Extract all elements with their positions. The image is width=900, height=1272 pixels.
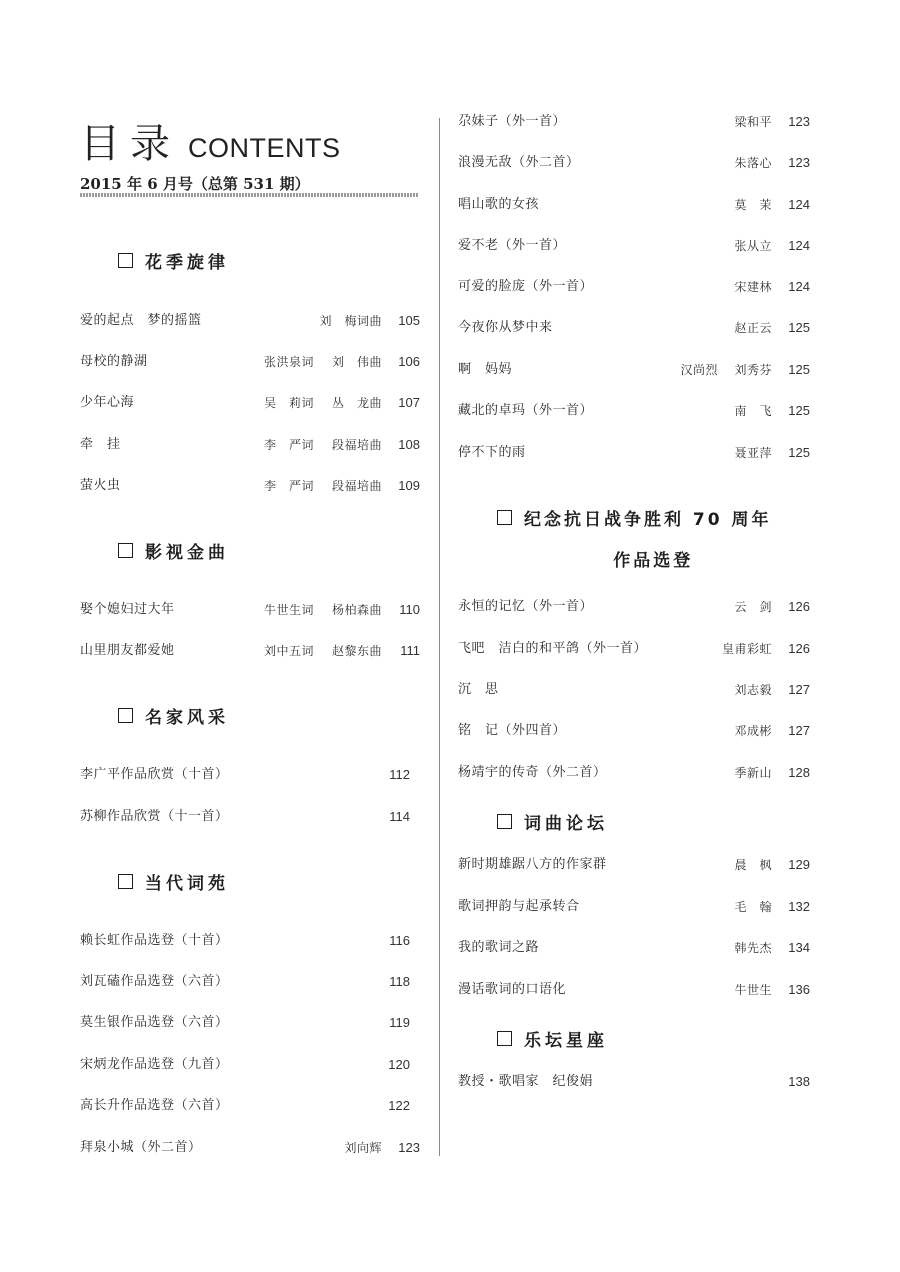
entry-page: 118 <box>389 974 410 989</box>
section-title: 名家风采 <box>145 708 229 728</box>
entry-page: 124 <box>788 197 810 212</box>
checkbox-square-icon <box>118 708 133 723</box>
entry-title: 漫话歌词的口语化 <box>458 982 567 997</box>
entry-page: 114 <box>389 809 410 824</box>
entry-page: 138 <box>788 1074 810 1089</box>
entry-author: 皇甫彩虹 <box>721 642 772 656</box>
entry-page: 120 <box>388 1057 410 1072</box>
entry-author: 刘向辉 <box>344 1141 382 1155</box>
checkbox-square-icon <box>497 510 512 525</box>
entry-author: 晨 枫 <box>734 858 772 872</box>
entry-title: 高长升作品选登（六首） <box>80 1098 229 1113</box>
toc-entry[interactable] <box>80 435 420 455</box>
entry-author: 刘志毅 <box>734 683 772 697</box>
entry-title: 飞吧 洁白的和平鸽（外一首） <box>458 641 648 656</box>
entry-author: 莫 茉 <box>734 198 772 212</box>
entry-author: 赵正云 <box>734 321 772 335</box>
entry-title: 浪漫无敌（外二首） <box>458 155 580 170</box>
entry-composer: 赵黎东曲 <box>331 644 382 658</box>
entry-page: 112 <box>389 767 410 782</box>
entry-title: 山里朋友都爱她 <box>80 643 175 658</box>
toc-entry[interactable] <box>80 1013 420 1033</box>
entry-title: 铭 记（外四首） <box>458 723 567 738</box>
entry-lyricist: 李 严词 <box>263 438 314 452</box>
entry-title: 杨靖宇的传奇（外二首） <box>458 765 607 780</box>
page-title <box>80 112 420 169</box>
entry-title: 停不下的雨 <box>458 445 526 460</box>
toc-entry[interactable] <box>80 641 420 661</box>
entry-author: 宋建林 <box>734 280 772 294</box>
entry-lyricist: 刘中五词 <box>263 644 314 658</box>
toc-entry[interactable] <box>80 765 420 785</box>
entry-title: 母校的静湖 <box>80 354 148 369</box>
toc-entry[interactable] <box>458 855 810 875</box>
section-heading-yuetan <box>497 1026 608 1051</box>
toc-entry[interactable] <box>80 352 420 372</box>
entry-composer: 杨柏森曲 <box>331 603 382 617</box>
entry-page: 110 <box>399 602 420 617</box>
entry-author: 聂亚萍 <box>734 446 772 460</box>
entry-title: 可爱的脸庞（外一首） <box>458 279 594 294</box>
entry-title: 李广平作品欣赏（十首） <box>80 767 229 782</box>
entry-author: 季新山 <box>734 766 772 780</box>
entry-page: 125 <box>788 403 810 418</box>
entry-title: 唱山歌的女孩 <box>458 197 540 212</box>
entry-page: 125 <box>788 362 810 377</box>
entry-page: 124 <box>788 279 810 294</box>
entry-title: 永恒的记忆（外一首） <box>458 599 594 614</box>
entry-lyricist: 张洪泉词 <box>263 355 314 369</box>
entry-page: 108 <box>398 437 420 452</box>
section-title: 乐坛星座 <box>524 1031 608 1051</box>
entry-title: 教授・歌唱家 纪俊娟 <box>458 1074 594 1089</box>
section-heading-dangdai <box>118 869 229 894</box>
entry-title: 娶个媳妇过大年 <box>80 602 175 617</box>
entry-author: 毛 翰 <box>734 900 772 914</box>
entry-title: 啊 妈妈 <box>458 362 513 377</box>
toc-entry[interactable] <box>458 1072 810 1092</box>
entry-page: 123 <box>398 1140 420 1155</box>
toc-entry[interactable] <box>80 931 420 951</box>
toc-entry[interactable] <box>458 639 810 659</box>
entry-composer: 段福培曲 <box>331 479 382 493</box>
title-english: CONTENTS <box>188 133 341 163</box>
section-title: 影视金曲 <box>145 543 229 563</box>
entry-title: 爱不老（外一首） <box>458 238 567 253</box>
toc-entry[interactable] <box>458 897 810 917</box>
entry-lyricist: 汉尚烈 <box>680 363 718 377</box>
toc-entry[interactable] <box>458 153 810 173</box>
section-title: 词曲论坛 <box>524 814 608 834</box>
toc-entry[interactable] <box>80 1096 420 1116</box>
toc-entry[interactable] <box>458 763 810 783</box>
toc-entry[interactable] <box>80 600 420 620</box>
entry-title: 赖长虹作品选登（十首） <box>80 933 229 948</box>
entry-title: 今夜你从梦中来 <box>458 320 553 335</box>
entry-title: 沉 思 <box>458 682 499 697</box>
section-heading-huaji <box>118 248 229 273</box>
checkbox-square-icon <box>497 814 512 829</box>
entry-page: 122 <box>388 1098 410 1113</box>
toc-entry[interactable] <box>458 938 810 958</box>
entry-page: 125 <box>788 320 810 335</box>
entry-author: 梁和平 <box>734 115 772 129</box>
section-title-line1: 纪念抗日战争胜利 70 周年 <box>524 510 772 530</box>
toc-entry[interactable] <box>458 277 810 297</box>
checkbox-square-icon <box>118 253 133 268</box>
toc-entry[interactable] <box>458 980 810 1000</box>
entry-page: 106 <box>398 354 420 369</box>
entry-page: 126 <box>788 641 810 656</box>
section-heading-mingjia <box>118 703 229 728</box>
toc-entry[interactable] <box>80 393 420 413</box>
entry-page: 105 <box>398 313 420 328</box>
toc-entry[interactable] <box>458 443 810 463</box>
section-title: 当代词苑 <box>145 874 229 894</box>
entry-title: 苏柳作品欣赏（十一首） <box>80 809 229 824</box>
entry-lyricist: 吴 莉词 <box>263 396 314 410</box>
entry-author: 邓成彬 <box>734 724 772 738</box>
toc-entry[interactable] <box>458 401 810 421</box>
entry-page: 132 <box>788 899 810 914</box>
entry-title: 拜泉小城（外二首） <box>80 1140 202 1155</box>
toc-entry[interactable] <box>458 236 810 256</box>
entry-page: 111 <box>400 643 420 658</box>
entry-title: 少年心海 <box>80 395 135 410</box>
entry-page: 123 <box>788 155 810 170</box>
entry-page: 116 <box>389 933 410 948</box>
toc-entry[interactable] <box>458 318 810 338</box>
entry-page: 127 <box>788 723 810 738</box>
section-heading-jinian <box>497 505 772 571</box>
entry-lyricist: 牛世生词 <box>263 603 314 617</box>
entry-author: 韩先杰 <box>734 941 772 955</box>
toc-entry[interactable] <box>80 476 420 496</box>
entry-author: 牛世生 <box>734 983 772 997</box>
toc-entry[interactable] <box>80 807 420 827</box>
checkbox-square-icon <box>118 543 133 558</box>
entry-title: 爱的起点 梦的摇篮 <box>80 313 202 328</box>
entry-page: 127 <box>788 682 810 697</box>
entry-page: 109 <box>398 478 420 493</box>
toc-entry[interactable] <box>458 360 810 380</box>
entry-title: 莫生银作品选登（六首） <box>80 1015 229 1030</box>
entry-title: 我的歌词之路 <box>458 940 540 955</box>
entry-page: 134 <box>788 940 810 955</box>
entry-author: 南 飞 <box>734 404 772 418</box>
entry-page: 136 <box>788 982 810 997</box>
entry-page: 123 <box>788 114 810 129</box>
toc-entry[interactable] <box>80 1055 420 1075</box>
entry-title: 萤火虫 <box>80 478 121 493</box>
entry-author: 朱落心 <box>734 156 772 170</box>
entry-page: 129 <box>788 857 810 872</box>
entry-title: 宋炳龙作品选登（九首） <box>80 1057 229 1072</box>
issue-info: 2015 年 6 月号（总第 531 期） <box>80 175 310 193</box>
entry-page: 119 <box>389 1015 410 1030</box>
entry-title: 歌词押韵与起承转合 <box>458 899 580 914</box>
toc-entry[interactable] <box>458 597 810 617</box>
column-divider <box>439 118 440 1156</box>
entry-composer: 刘 伟曲 <box>331 355 382 369</box>
entry-title: 新时期雄踞八方的作家群 <box>458 857 607 872</box>
checkbox-square-icon <box>497 1031 512 1046</box>
entry-page: 128 <box>788 765 810 780</box>
toc-entry[interactable] <box>458 721 810 741</box>
entry-page: 107 <box>398 395 420 410</box>
entry-author: 云 剑 <box>734 600 772 614</box>
entry-title: 刘瓦磕作品选登（六首） <box>80 974 229 989</box>
entry-composer: 丛 龙曲 <box>331 396 382 410</box>
entry-page: 126 <box>788 599 810 614</box>
entry-page: 125 <box>788 445 810 460</box>
entry-lyricist: 李 严词 <box>263 479 314 493</box>
checkbox-square-icon <box>118 874 133 889</box>
toc-header <box>80 112 420 194</box>
entry-title: 尕妹子（外一首） <box>458 114 567 129</box>
entry-composer: 刘秀芬 <box>734 363 772 377</box>
toc-entry[interactable] <box>458 112 810 132</box>
toc-entry[interactable] <box>80 311 420 331</box>
entry-title: 藏北的卓玛（外一首） <box>458 403 594 418</box>
entry-author: 刘 梅词曲 <box>319 314 382 328</box>
title-chinese: 目录 <box>80 121 180 167</box>
entry-page: 124 <box>788 238 810 253</box>
entry-author: 张从立 <box>734 239 772 253</box>
toc-entry[interactable] <box>80 1138 420 1158</box>
section-heading-yingshi <box>118 538 229 563</box>
entry-composer: 段福培曲 <box>331 438 382 452</box>
section-title: 花季旋律 <box>145 253 229 273</box>
section-heading-ciqu <box>497 809 608 834</box>
header-divider <box>80 193 418 197</box>
section-title-line2: 作品选登 <box>613 551 694 571</box>
toc-entry[interactable] <box>80 972 420 992</box>
toc-entry[interactable] <box>458 680 810 700</box>
entry-title: 牵 挂 <box>80 437 121 452</box>
toc-entry[interactable] <box>458 195 810 215</box>
